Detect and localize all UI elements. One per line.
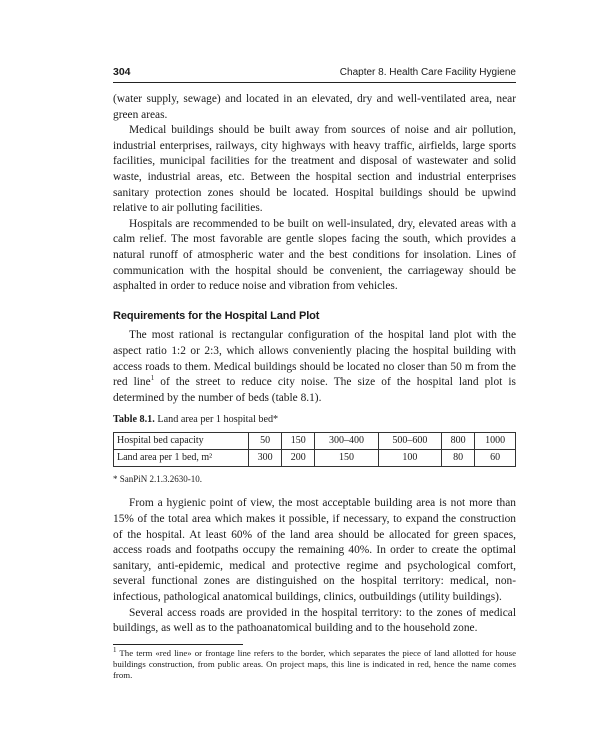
table-cell: 300: [249, 449, 282, 466]
section-heading: Requirements for the Hospital Land Plot: [113, 309, 320, 322]
table-cell: 200: [282, 449, 315, 466]
table-cell: 150: [282, 432, 315, 449]
table-row: [114, 449, 516, 466]
paragraph-text: The most rational is rectangular configuration of the hospital land plot with the aspect ratio 1:2 or 2:3, which allows conveniently placing the hospital building with access roads to them. Medical buildings should be located no closer than 50 m from the red line: [113, 329, 516, 389]
footnote-marker: 1: [113, 645, 117, 654]
table-cell: 50: [249, 432, 282, 449]
table-cell: 800: [442, 432, 475, 449]
footnote-text: The term «red line» or frontage line refers to the border, which separates the piece of land allotted for house buildings construction, from public areas. On project maps, this line is indicated in red, hence the name comes from.: [113, 647, 516, 680]
table-cell: 500–600: [378, 432, 441, 449]
footnote-ref: 1: [150, 374, 155, 383]
land-area-table: [113, 432, 516, 467]
paragraph-continued: (water supply, sewage) and located in an elevated, dry and well-ventilated area, near green areas.: [113, 93, 516, 121]
paragraph-text: of the street to reduce city noise. The size of the hospital land plot is determined by the number of beds (table 8.1).: [113, 376, 516, 404]
running-header: [113, 66, 516, 83]
table-cell: 80: [442, 449, 475, 466]
footnote-divider: [113, 644, 243, 645]
chapter-title: Chapter 8. Health Care Facility Hygiene: [339, 67, 516, 78]
table-row-header: Hospital bed capacity: [114, 432, 249, 449]
paragraph: Several access roads are provided in the hospital territory: to the zones of medical buildings, as well as to the pathoanatomical building and to the household zone.: [113, 606, 516, 635]
table-cell: 100: [378, 449, 441, 466]
paragraph: [113, 328, 516, 406]
table-cell: 1000: [475, 432, 516, 449]
table-caption-text: Land area per 1 hospital bed*: [157, 414, 279, 426]
page-body: [113, 92, 516, 681]
footnote: [113, 645, 516, 681]
table-cell: 60: [475, 449, 516, 466]
table-cell: 300–400: [315, 432, 378, 449]
table-note: * SanPiN 2.1.3.2630-10.: [113, 473, 203, 484]
table-cell: 150: [315, 449, 378, 466]
page-number: 304: [113, 66, 131, 78]
page: [113, 66, 516, 681]
table-row: [114, 432, 516, 449]
paragraph: From a hygienic point of view, the most acceptable building area is not more than 15% of the total area which makes it possible, if necessary, to expand the construction of the hospital. At least 60% of the land area should be allocated for green spaces, access roads and footpaths occupy the remaining 40%. In order to create the optimal sanitary, anti-epidemic, medical and protective regime and psychological comfort, several functional zones are distinguished on the hospital territory: medical, non-infectious, pathological anatomical buildings, clinics, outbuildings (utility buildings).: [113, 497, 516, 604]
table-caption-label: Table 8.1.: [113, 414, 155, 426]
paragraph: Hospitals are recommended to be built on well-insulated, dry, elevated areas with a calm relief. The most favorable are gentle slopes facing the south, which provides a natural runoff of atmospheric water and the best conditions for insolation. Lines of communication with the hospital should be convenient, the carriageway should be asphalted in order to reduce noise and vibration from vehicles.: [113, 217, 516, 293]
table-row-header: Land area per 1 bed, m²: [114, 449, 249, 466]
paragraph: Medical buildings should be built away from sources of noise and air pollution, industrial enterprises, railways, city highways with heavy traffic, airfields, large sports facilities, municipal facilities for the treatment and disposal of wastewater and solid waste, industrial areas, etc. Between the hospital section and industrial enterprises sanitary protection zones should be located. Hospital buildings should be upwind relative to air polluting facilities.: [113, 124, 516, 215]
table-caption: [113, 412, 516, 428]
